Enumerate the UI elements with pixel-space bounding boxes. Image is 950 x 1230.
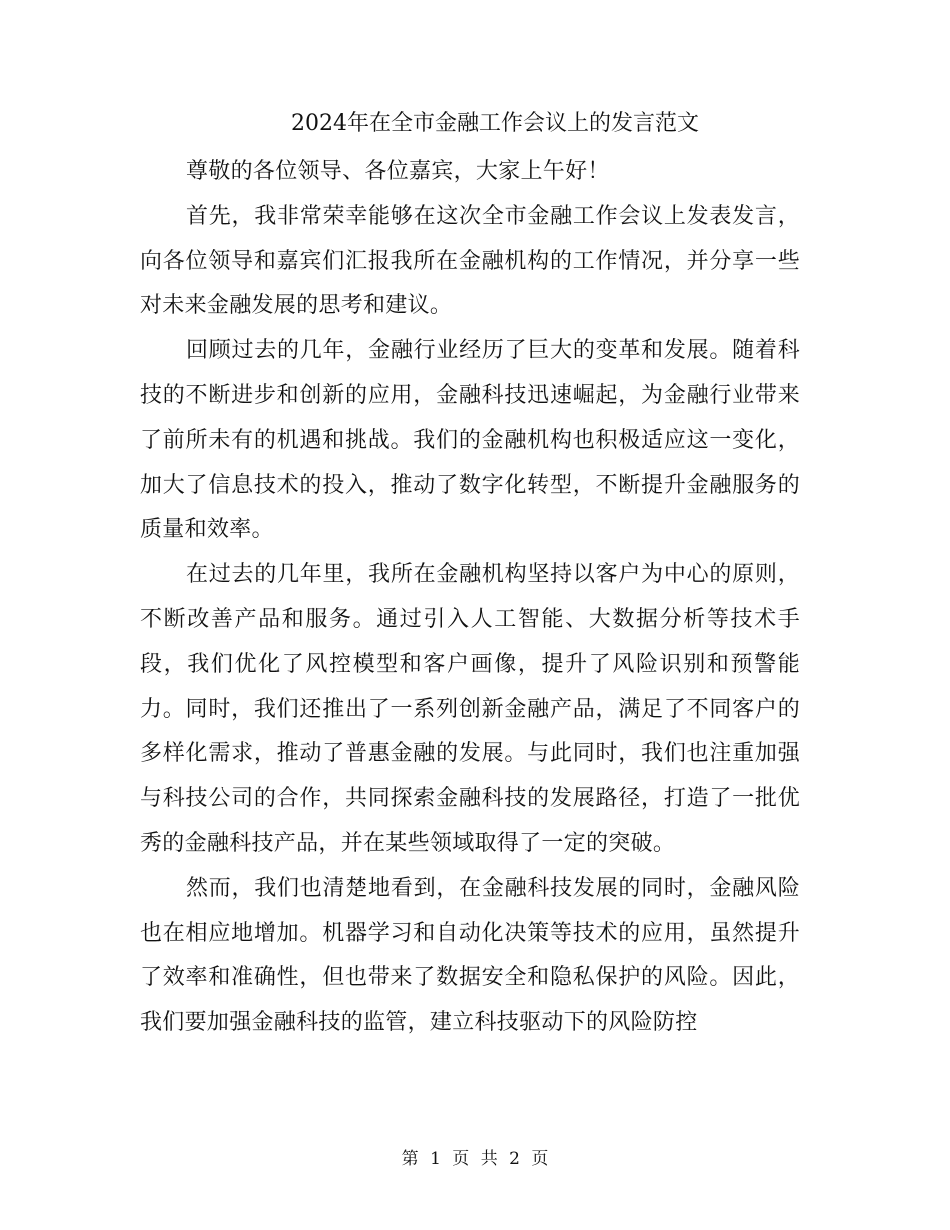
paragraph-review: 回顾过去的几年，金融行业经历了巨大的变革和发展。随着科技的不断进步和创新的应用，金融科技迅速崛起，为金融行业带来了前所未有的机遇和挑战。我们的金融机构也积极适应这一变化，加大了信息技术的投入，推动了数字化转型，不断提升金融服务的质量和效率。 [140,338,800,543]
paragraph-risks: 然而，我们也清楚地看到，在金融科技发展的同时，金融风险也在相应地增加。机器学习和自动化决策等技术的应用，虽然提升了效率和准确性，但也带来了数据安全和隐私保护的风险。因此，我们要加强金融科技的监管，建立科技驱动下的风险防控 [140,875,800,1036]
paragraph-achievements: 在过去的几年里，我所在金融机构坚持以客户为中心的原则，不断改善产品和服务。通过引入人工智能、大数据分析等技术手段，我们优化了风控模型和客户画像，提升了风险识别和预警能力。同时，我们还推出了一系列创新金融产品，满足了不同客户的多样化需求，推动了普惠金融的发展。与此同时，我们也注重加强与科技公司的合作，共同探索金融科技的发展路径，打造了一批优秀的金融科技产品，并在某些领域取得了一定的突破。 [140,562,800,856]
document-body [140,150,800,1046]
document-title: 2024年在全市金融工作会议上的发言范文 [291,111,699,136]
page-number-footer: 第 1 页 共 2 页 [401,1149,549,1169]
paragraph-greeting: 尊敬的各位领导、各位嘉宾，大家上午好！ [186,159,610,184]
paragraph-opening: 首先，我非常荣幸能够在这次全市金融工作会议上发表发言，向各位领导和嘉宾们汇报我所在金融机构的工作情况，并分享一些对未来金融发展的思考和建议。 [140,203,800,319]
